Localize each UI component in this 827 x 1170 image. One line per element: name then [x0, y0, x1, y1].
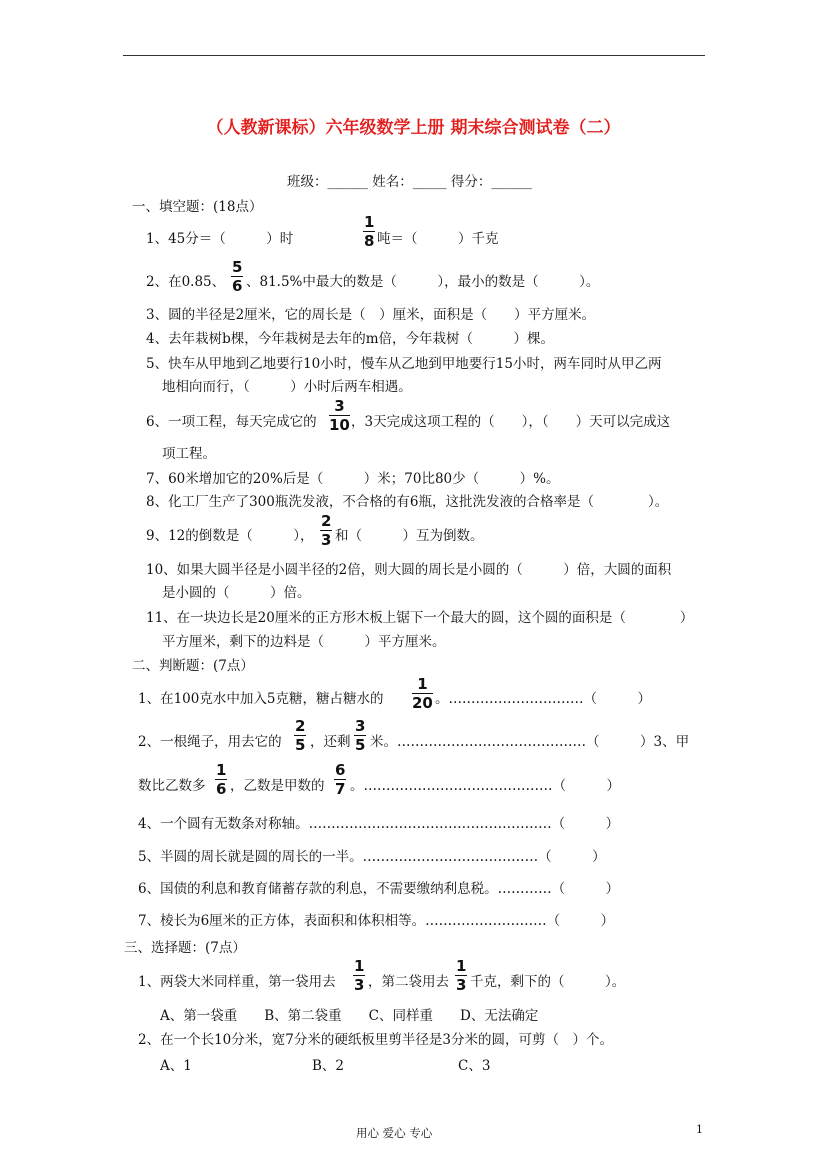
judge-q1-part-a: 1、在100克水中加入5克糖，糖占糖水的 [138, 691, 384, 707]
judge-q3-part-c: 。……………………………………（ ） [350, 778, 620, 794]
choice-q2-option-c: C、3 [458, 1058, 491, 1074]
header-rule [123, 55, 705, 56]
fill-q10-line1: 10、如果大圆半径是小圆半径的2倍，则大圆的周长是小圆的（ ）倍，大圆的面积 [146, 562, 672, 578]
judge-q5: 5、半圆的周长就是圆的周长的一半。…………………………………（ ） [138, 849, 606, 865]
fill-q2-part-a: 2、在0.85、 [146, 274, 226, 290]
frac-denominator: 20 [412, 694, 433, 712]
document-title: （人教新课标）六年级数学上册 期末综合测试卷（二） [206, 118, 621, 138]
fill-q6-part-b: ，3天完成这项工程的（ ），（ ）天可以完成这 [351, 414, 671, 430]
frac-denominator: 6 [232, 277, 243, 295]
frac-numerator: 1 [456, 957, 467, 975]
frac-denominator: 5 [295, 736, 306, 754]
fill-q3: 3、圆的半径是2厘米，它的周长是（ ）厘米，面积是（ ）平方厘米。 [146, 307, 596, 323]
choice-q1-part-b: ，第二袋用去 [368, 974, 449, 990]
fill-q7: 7、60米增加它的20%后是（ ）米；70比80少（ ）%。 [146, 471, 560, 487]
judge-q3-part-a: 数比乙数多 [138, 778, 206, 794]
fill-q6-fraction [328, 398, 351, 433]
judge-q7: 7、棱长为6厘米的正方体，表面积和体积相等。………………………（ ） [138, 913, 615, 929]
frac-numerator: 1 [364, 213, 375, 231]
fill-q1-part-b: 吨＝（ ）千克 [377, 231, 499, 247]
page-footer: 用心 爱心 专心 [356, 1126, 433, 1140]
choice-q2-option-a: A、1 [160, 1058, 192, 1074]
fill-q1-fraction [362, 214, 376, 249]
judge-q2-fraction-2 [353, 718, 367, 753]
frac-numerator: 1 [216, 761, 227, 779]
judge-q2-part-c: 米。……………………………………（ ）3、甲 [370, 734, 690, 750]
judge-q4: 4、一个圆有无数条对称轴。………………………………………………（ ） [138, 816, 620, 832]
judge-q2-part-b: ，还剩 [310, 734, 351, 750]
frac-denominator: 6 [216, 780, 227, 798]
fill-q1-part-a: 1、45分＝（ ）时 [146, 231, 294, 247]
fill-q9-part-a: 9、12的倒数是（ ）， [146, 528, 314, 544]
fill-q8: 8、化工厂生产了300瓶洗发液，不合格的有6瓶，这批洗发液的合格率是（ ）。 [146, 494, 669, 510]
fill-q4: 4、去年栽树b棵，今年栽树是去年的m倍，今年栽树（ ）棵。 [146, 331, 555, 347]
frac-denominator: 5 [355, 736, 366, 754]
fill-q11-line1: 11、在一块边长是20厘米的正方形木板上锯下一个最大的圆，这个圆的面积是（ ） [146, 610, 694, 626]
frac-numerator: 3 [329, 398, 350, 416]
frac-numerator: 2 [321, 512, 332, 530]
page-number: 1 [696, 1123, 703, 1136]
frac-numerator: 6 [335, 761, 346, 779]
section-fill-heading: 一、填空题：(18点） [132, 199, 263, 215]
choice-q2: 2、在一个长10分米，宽7分米的硬纸板里剪半径是3分米的圆，可剪（ ）个。 [138, 1032, 613, 1048]
judge-q1-part-b: 。…………………………（ ） [435, 691, 651, 707]
frac-denominator: 8 [364, 232, 375, 250]
frac-denominator: 3 [354, 976, 365, 994]
fill-q6-part-a: 6、一项工程，每天完成它的 [146, 414, 317, 430]
frac-denominator: 7 [335, 780, 346, 798]
fill-q2-fraction [230, 259, 244, 294]
frac-denominator: 3 [321, 531, 332, 549]
fill-q5-line2: 地相向而行，（ ）小时后两车相遇。 [162, 379, 412, 395]
frac-numerator: 1 [354, 957, 365, 975]
judge-q6: 6、国债的利息和教育储蓄存款的利息，不需要缴纳利息税。…………（ ） [138, 881, 620, 897]
choice-q1-part-c: 千克，剩下的（ ）。 [470, 974, 626, 990]
fill-q10-line2: 是小圆的（ ）倍。 [162, 585, 311, 601]
judge-q3-fraction-1 [214, 762, 228, 797]
frac-numerator: 1 [412, 676, 433, 694]
frac-denominator: 3 [456, 976, 467, 994]
choice-q1-options: A、第一袋重 B、第二袋重 C、同样重 D、无法确定 [160, 1008, 539, 1024]
choice-q1-part-a: 1、两袋大米同样重，第一袋用去 [138, 974, 336, 990]
student-info-line: 班级：______ 姓名：_____ 得分：______ [287, 174, 532, 190]
fill-q2-part-b: 、81.5%中最大的数是（ ），最小的数是（ ）。 [246, 274, 600, 290]
section-judge-heading: 二、判断题：(7点） [132, 658, 254, 674]
frac-numerator: 2 [295, 717, 306, 735]
choice-q1-fraction-2 [454, 958, 468, 993]
fill-q9-part-b: 和（ ）互为倒数。 [335, 528, 484, 544]
choice-q2-option-b: B、2 [312, 1058, 345, 1074]
fill-q11-line2: 平方厘米，剩下的边料是（ ）平方厘米。 [162, 634, 446, 650]
fill-q6-line2: 项工程。 [162, 446, 216, 462]
choice-q1-fraction-1 [352, 958, 366, 993]
judge-q2-part-a: 2、一根绳子，用去它的 [138, 734, 282, 750]
frac-numerator: 3 [355, 717, 366, 735]
fill-q9-fraction [319, 513, 333, 548]
frac-denominator: 10 [329, 416, 350, 434]
fill-q5-line1: 5、快车从甲地到乙地要行10小时，慢车从乙地到甲地要行15小时，两车同时从甲乙两 [146, 356, 662, 372]
judge-q3-part-b: ，乙数是甲数的 [230, 778, 325, 794]
judge-q3-fraction-2 [333, 762, 347, 797]
section-choice-heading: 三、选择题：(7点） [124, 940, 246, 956]
judge-q2-fraction-1 [293, 718, 307, 753]
frac-numerator: 5 [232, 258, 243, 276]
judge-q1-fraction [411, 676, 434, 711]
